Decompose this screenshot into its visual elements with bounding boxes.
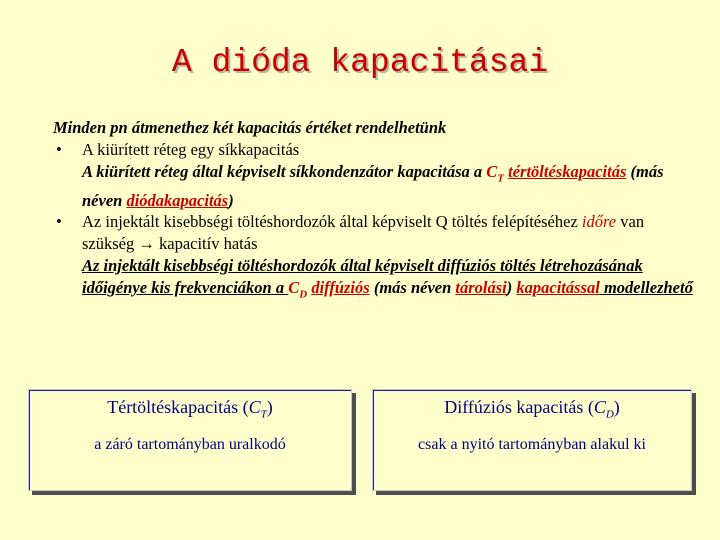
bullet-dot: • — [56, 139, 62, 159]
tertolteskapacitas-desc: a záró tartományban uralkodó — [94, 435, 286, 453]
bullet-2-detail-mid2: ) — [506, 277, 517, 297]
box-left-sub: T — [260, 408, 267, 421]
box-right-heading-a: Diffúziós kapacitás ( — [444, 397, 594, 417]
bullet-1-detail-mid: (más néven — [82, 161, 664, 210]
bullet-1-detail-end: ) — [228, 190, 234, 210]
box-left-c: C — [248, 397, 261, 417]
term-kapacitassal: kapacitással — [516, 277, 600, 297]
cd-sub: D — [299, 288, 308, 301]
bullet-2-text-b: van szükség → kapacitív hatás — [82, 212, 645, 254]
bullet-2-text — [82, 211, 693, 255]
bullet-dot: • — [56, 212, 62, 232]
cd-symbol — [288, 277, 308, 301]
bullet-2 — [53, 211, 693, 305]
bullet-1-text: A kiürített réteg egy síkkapacitás — [82, 139, 300, 159]
slide-title: A dióda kapacitásai — [171, 44, 549, 81]
tertolteskapacitas-box — [28, 389, 352, 491]
slide-body — [53, 117, 693, 306]
bullet-1-detail — [82, 161, 693, 212]
cd-letter: C — [288, 277, 300, 297]
term-diffuzios: diffúziós — [311, 277, 370, 297]
bullet-2-detail-a: Az injektált kisebbségi töltéshordozók által képviselt diffúziós töltés létrehozásának időigénye kis frekvenciákon a — [82, 256, 643, 297]
bullet-2-detail-end: modellezhető — [599, 277, 693, 297]
box-left-heading-a: Tértöltéskapacitás ( — [107, 397, 249, 417]
diffuzios-kapacitas-box — [372, 389, 692, 491]
bullet-1 — [53, 139, 693, 212]
ct-sub: T — [497, 171, 505, 184]
term-idore: időre — [581, 212, 617, 232]
term-tertolteskapacitas: tértöltéskapacitás — [508, 161, 627, 181]
box-right-c: C — [593, 397, 606, 417]
bullet-1-detail-a: A kiürített réteg által képviselt síkkondenzátor kapacitása a — [82, 161, 487, 181]
ct-symbol — [486, 161, 505, 184]
term-diodakapacitas: diódakapacitás — [126, 190, 229, 210]
box-right-sub: D — [605, 408, 614, 421]
box-left-heading-end: ) — [266, 397, 273, 417]
ct-letter: C — [486, 161, 498, 181]
intro-text: Minden pn átmenethez két kapacitás értéket rendelhetünk — [53, 118, 447, 137]
diffuzios-kapacitas-desc: csak a nyitó tartományban alakul ki — [418, 435, 646, 453]
diffuzios-kapacitas-heading — [373, 397, 691, 421]
bullet-2-detail — [82, 255, 693, 306]
term-tarolasi: tárolási — [455, 277, 507, 297]
bullet-2-text-a: Az injektált kisebbségi töltéshordozók által képviselt Q töltés felépítéséhez — [82, 212, 582, 232]
tertolteskapacitas-heading — [29, 397, 351, 421]
box-right-heading-end: ) — [613, 397, 620, 417]
bullet-2-detail-mid: (más néven — [369, 277, 456, 297]
